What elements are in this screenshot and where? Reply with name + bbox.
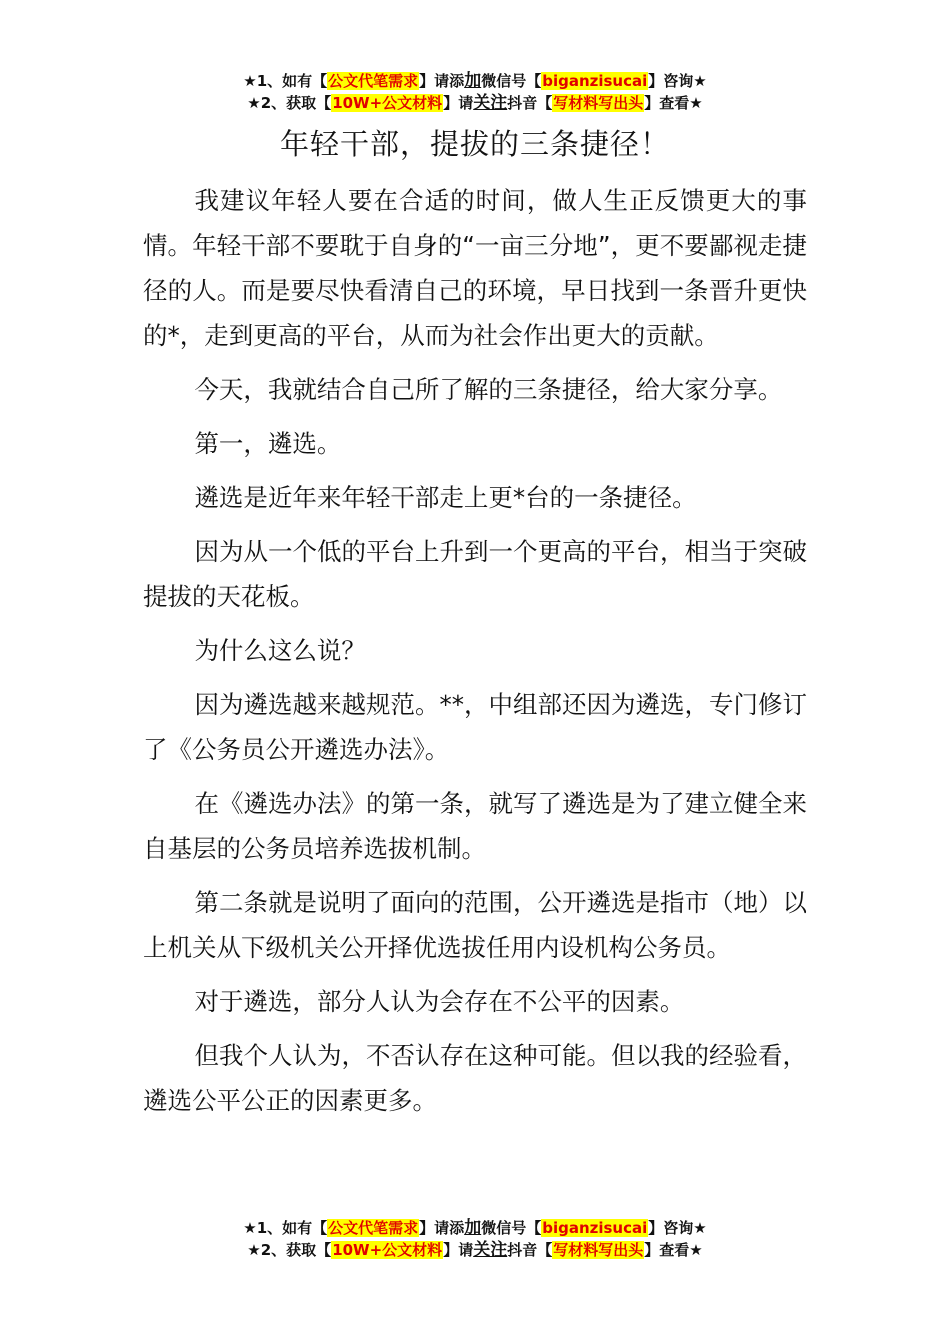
paragraph: 在《遴选办法》的第一条，就写了遴选是为了建立健全来自基层的公务员培养选拔机制。 [143,789,807,863]
paragraph: 对于遴选，部分人认为会存在不公平的因素。 [194,987,685,1016]
paragraph: 第二条就是说明了面向的范围，公开遴选是指市（地）以上机关从下级机关公开择优选拔任用内设机构公务员。 [143,888,807,962]
highlight-wechat-id: biganzisucai [542,72,648,90]
highlight-wechat-id: biganzisucai [542,1219,648,1237]
paragraph: 我建议年轻人要在合适的时间，做人生正反馈更大的事情。年轻干部不要耽于自身的“一亩三分地”，更不要鄙视走捷径的人。而是要尽快看清自己的环境，早日找到一条晋升更快的*，走到更高的平台，从而为社会作出更大的贡献。 [143,186,807,350]
highlight-douyin-account: 写材料写出头 [553,94,644,112]
promo-line-1: ★1、如有【公文代笔需求】请添加微信号【biganzisucai】咨询★ [243,71,707,91]
paragraph: 因为遴选越来越规范。**，中组部还因为遴选，专门修订了《公务员公开遴选办法》。 [143,690,807,764]
promo-line-2: ★2、获取【10W+公文材料】请关注抖音【写材料写出头】查看★ [247,1240,703,1260]
header-promo-banner [0,70,950,114]
highlight-writing-service: 公文代笔需求 [328,72,419,90]
highlight-materials: 10W+公文材料 [332,1241,443,1259]
paragraph: 为什么这么说？ [194,636,366,665]
article-body [143,178,807,1132]
section-heading: 第一，遴选。 [194,429,342,458]
highlight-douyin-account: 写材料写出头 [553,1241,644,1259]
highlight-writing-service: 公文代笔需求 [328,1219,419,1237]
paragraph: 因为从一个低的平台上升到一个更高的平台，相当于突破提拔的天花板。 [143,537,807,611]
footer-promo-banner [0,1217,950,1261]
paragraph: 遴选是近年来年轻干部走上更*台的一条捷径。 [194,483,697,512]
promo-line-2: ★2、获取【10W+公文材料】请关注抖音【写材料写出头】查看★ [247,93,703,113]
paragraph: 今天，我就结合自己所了解的三条捷径，给大家分享。 [194,375,783,404]
highlight-materials: 10W+公文材料 [332,94,443,112]
paragraph: 但我个人认为，不否认存在这种可能。但以我的经验看，遴选公平公正的因素更多。 [143,1041,807,1115]
promo-line-1: ★1、如有【公文代笔需求】请添加微信号【biganzisucai】咨询★ [243,1218,707,1238]
article-title: 年轻干部，提拔的三条捷径！ [279,127,670,161]
